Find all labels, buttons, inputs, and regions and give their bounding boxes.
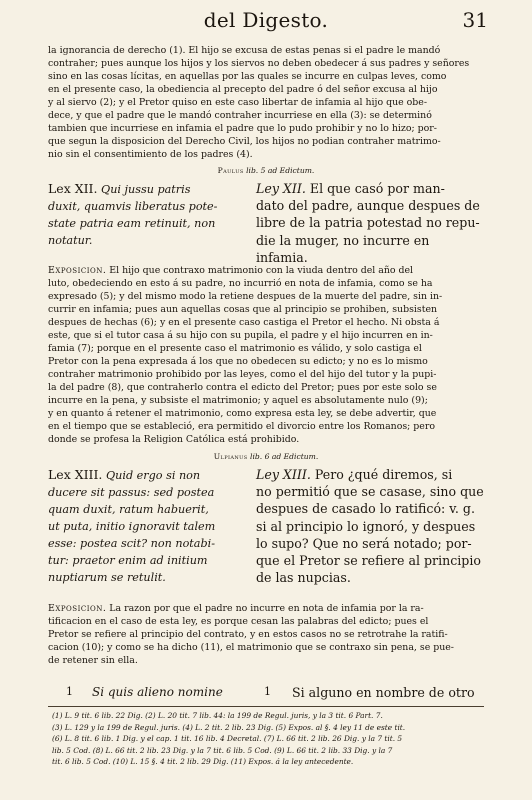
spanish-text-xiii	[256, 466, 484, 586]
law-number-spanish: 1	[264, 685, 271, 698]
source-paulus	[0, 166, 532, 175]
source-author: Paulus	[217, 166, 244, 175]
lex-label: Lex XII.	[48, 181, 98, 196]
latin-text-xii	[48, 180, 234, 266]
lex-label: Lex XIII.	[48, 467, 103, 482]
spanish-body: Pero ¿qué diremos, si no permitió que se casase, sino que despues de casado lo ratificó: v. g. si al principio lo ignoró, y despues lo supo? Que no será notado; por- que el Pretor se refiere al principio de las nupcias.	[256, 467, 484, 586]
exposition-body: La razon por que el padre no incurre en nota de infamia por la ra- tificacion en el caso de esta ley, es porque cesan las palabras del edicto; pues el Pretor se refiere al principio del contrato, y en estos casos no se retrotrahe la ratifi- cacion (10); y como se ha dicho (11), el matrimonio que se contraxo sin pena, se pue- de retener sin ella.	[48, 603, 454, 666]
exposition-2	[48, 602, 484, 667]
latin-body: Qui jussu patris duxit, quamvis liberatus pote- state patria eam retinuit, non notatur.	[48, 183, 218, 247]
law-xii	[48, 180, 484, 266]
footnotes: (1) L. 9 tit. 6 lib. 22 Dig. (2) L. 20 tit. 7 lib. 44: la 199 de Regul. juris, y la 3 tit. 6 Part. 7. (3) L. 129 y la 199 de Regul. juris. (4) L. 2 tit. 2 lib. 23 Dig. (5) Expos. al §. 4 ley 11 de este tit. (6) L. 8 tit. 6 lib. 1 Dig. y el cap. 1 tit. 16 lib. 4 Decretal. (7) L. 66 tit. 2 lib. 26 Dig. y la 7 tit. 5 lib. 5 Cod. (8) L. 66 tit. 2 lib. 23 Dig. y la 7 tit. 6 lib. 5 Cod. (9) L. 66 tit. 2 lib. 33 Dig. y la 7 tit. 6 lib. 5 Cod. (10) L. 15 §. 4 tit. 2 lib. 29 Dig. (11) Expos. á la ley antecedente.	[52, 711, 406, 767]
exposition-text	[48, 602, 484, 667]
law-xiii	[48, 466, 484, 586]
intro-paragraph	[48, 44, 484, 161]
intro-text: la ignorancia de derecho (1). El hijo se excusa de estas penas si el padre le mandó contraher; pues aunque los hijos y los siervos no deben obedecer á sus padres y señores sino en las cosas lícitas, en aquellas por las quales se incurre en culpas leves, como en el presente caso, la obediencia al precepto del padre ó del señor excusa al hijo y al siervo (2); y el Pretor quiso en este caso libertar de infamia al hijo que obe- dece, y que el padre que le mandó contraher incurriese en ella (3): se determinó tambien que incurriese en infamia el padre que lo pudo prohibir y no lo hizo; por- que segun la disposicion del Derecho Civil, los hijos no podian contraher matrimo- nio sin el consentimiento de los padres (4).	[48, 45, 470, 160]
source-ulpianus	[0, 452, 532, 461]
exposition-lead: Exposicion.	[48, 265, 107, 276]
next-latin-text: Si quis alieno nomine	[92, 685, 223, 699]
spanish-text-xii	[256, 180, 484, 266]
ley-label: Ley XIII.	[256, 467, 311, 482]
exposition-lead: Exposicion.	[48, 603, 107, 614]
latin-body: Quid ergo si non ducere sit passus: sed postea quam duxit, ratum habuerit, ut puta, initio ignoravit talem esse: postea scit? non notabi- tur: praetor enim ad initium nuptiarum se retulit.	[48, 469, 216, 584]
latin-text-xiii	[48, 466, 234, 586]
exposition-1	[48, 264, 484, 446]
next-law-start	[48, 685, 484, 701]
footnote-rule	[48, 706, 484, 707]
ley-label: Ley XII.	[256, 181, 306, 196]
law-number-latin: 1	[66, 685, 73, 698]
page-number: 31	[462, 8, 488, 32]
exposition-text	[48, 264, 484, 446]
source-reference: lib. 5 ad Edictum.	[246, 166, 315, 175]
next-spanish-text: Si alguno en nombre de otro	[292, 685, 475, 700]
spanish-body: El que casó por man- dato del padre, aunque despues de libre de la patria potestad no repu- die la muger, no incurre en infamia.	[256, 181, 480, 265]
running-title: del Digesto.	[203, 8, 329, 32]
source-reference: lib. 6 ad Edictum.	[250, 452, 319, 461]
exposition-body: El hijo que contraxo matrimonio con la viuda dentro del año del luto, obedeciendo en esto á su padre, no incurrió en nota de infamia, como se ha expresado (5); y del mismo modo la retiene despues de la muerte del padre, sin in- currir en infamia; pues aun aquellas cosas que al principio se prohiben, subsisten despues de hechas (6); y en el presente caso castiga el Pretor el hecho. Ni obsta á este, que si el tutor casa á su hijo con su pupila, el padre y el hijo incurren en in- famia (7); porque en el presente caso el matrimonio es válido, y solo castiga el Pretor con la pena expresada á los que no obedecen su edicto; y no es lo mismo contraher matrimonio prohibido por las leyes, como el del hijo del tutor y la pupi- la del padre (8), que contraherlo contra el edicto del Pretor; pues por este solo se incurre en la pena, y subsiste el matrimonio; y aquel es absolutamente nulo (9); y en quanto á retener el matrimonio, como expresa esta ley, se debe advertir, que en el tiempo que se estableció, era permitido el divorcio entre los Romanos; pero donde se profesa la Religion Católica está prohibido.	[48, 265, 443, 445]
source-author: Ulpianus	[213, 452, 248, 461]
page-header	[0, 8, 532, 36]
